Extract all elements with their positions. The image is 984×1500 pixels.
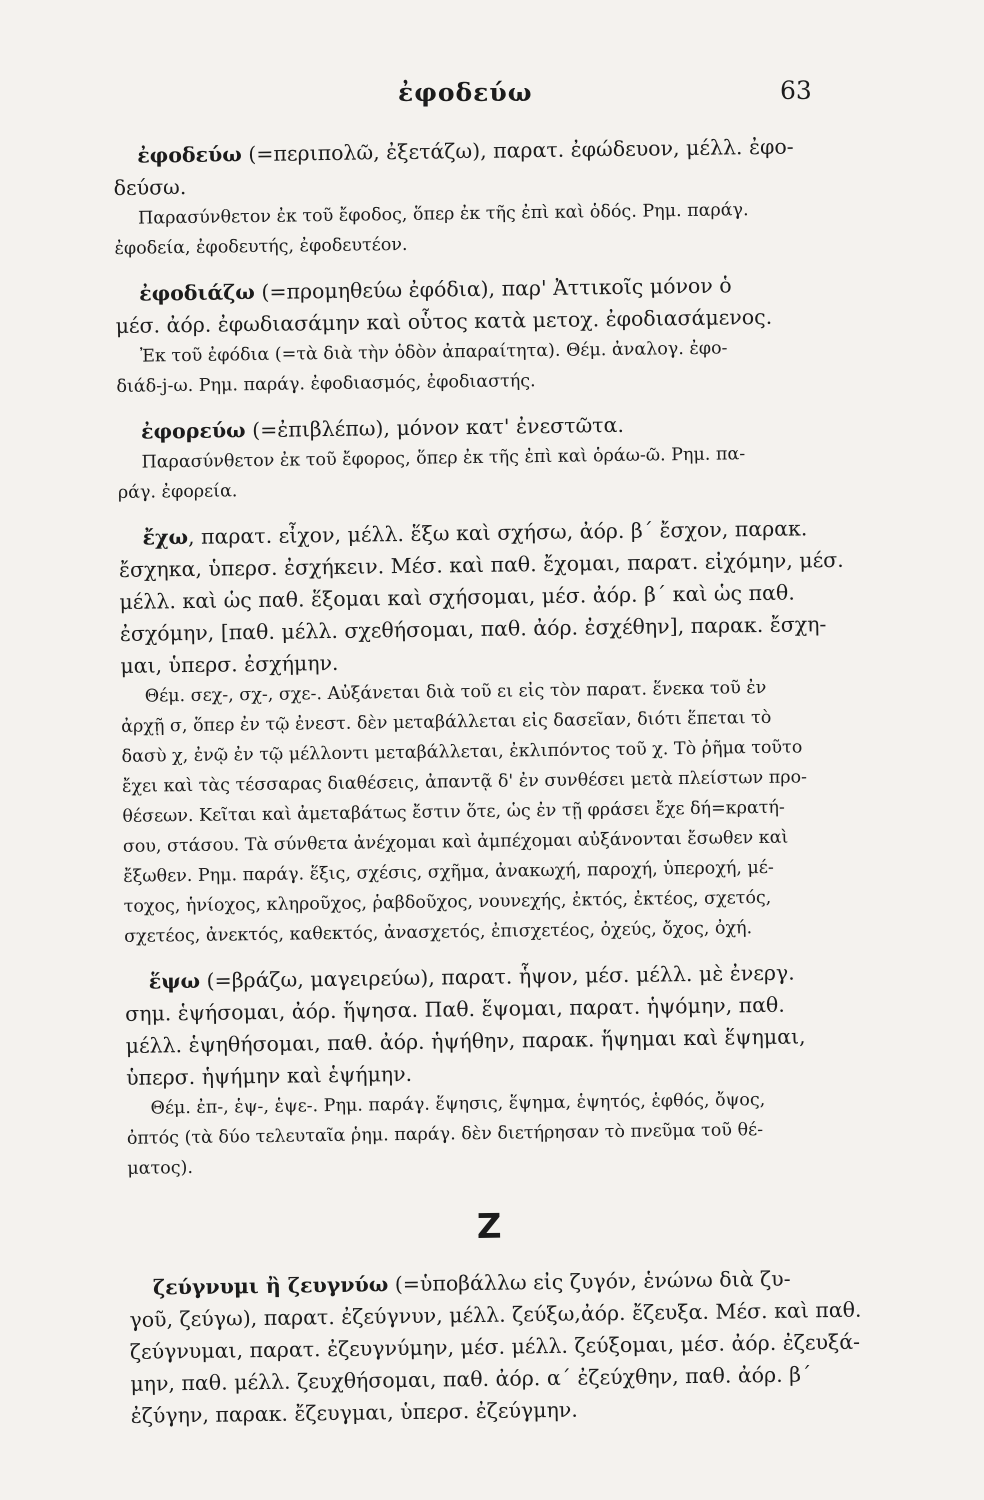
entry-definition: , παρατ. εἶχον, μέλλ. ἕξω καὶ σχήσω, ἀόρ. β΄ ἔσχον, παρακ.: [187, 516, 808, 549]
page-number: 63: [780, 76, 812, 105]
entry-line: ὑπερσ. ἡψήμην καὶ ἑψήμην.: [125, 1061, 413, 1090]
entry-line: ζεύγνυμαι, παρατ. ἐζευγνύμην, μέσ. μέλλ. ζεύξομαι, μέσ. ἀόρ. ἐζευξά-: [129, 1329, 861, 1364]
entry-line: μαι, ὑπερσ. ἐσχήμην.: [120, 650, 339, 678]
dictionary-entry: [129, 1262, 873, 1432]
etymology-note-line: Θέμ. σεχ-, σχ-, σχε-. Αὐξάνεται διὰ τοῦ ει εἰς τὸν παρατ. ἕνεκα τοῦ ἐν: [144, 677, 767, 707]
headword: ἔχω: [142, 524, 189, 550]
etymology-note-line: ματος).: [127, 1157, 194, 1179]
etymology-note-line: ἀρχῇ σ, ὅπερ ἐν τῷ ἐνεστ. δὲν μεταβάλλεται εἰς δασεῖαν, διότι ἕπεται τὸ: [121, 707, 772, 737]
dictionary-entry: [117, 406, 860, 508]
entry-line: ἐσχόμην, [παθ. μέλλ. σχεθήσομαι, παθ. ἀόρ. ἐσχέθην], παρακ. ἔσχη-: [119, 612, 827, 646]
entry-definition: (=ὑποβάλλω εἰς ζυγόν, ἑνώνω διὰ ζυ-: [388, 1266, 791, 1297]
entry-definition: (=περιπολῶ, ἐξετάζω), παρατ. ἐφώδευον, μέλλ. ἐφο-: [241, 134, 794, 167]
entry-line: ἐζύγην, παρακ. ἔζευγμαι, ὑπερσ. ἐζεύγμην.: [130, 1397, 578, 1428]
dictionary-entry: [113, 130, 857, 264]
etymology-note-line: διάδ-j-ω. Ρημ. παράγ. ἐφοδιασμός, ἐφοδιαστής.: [116, 371, 536, 397]
headword: ἐφορεύω: [140, 418, 246, 444]
etymology-note-line: Θέμ. ἐπ-, ἑψ-, ἑψε-. Ρημ. παράγ. ἕψησις, ἕψημα, ἑψητός, ἑφθός, ὄψος,: [150, 1089, 766, 1119]
z-entry-list: [129, 1262, 873, 1432]
etymology-note-line: Ἐκ τοῦ ἐφόδια (=τὰ διὰ τὴν ὁδὸν ἀπαραίτητα). Θέμ. ἀναλογ. ἐφο-: [139, 338, 728, 367]
etymology-note-line: ράγ. ἐφορεία.: [117, 481, 238, 503]
running-head: ἐφοδεύω: [398, 78, 533, 107]
page-header: [0, 78, 984, 118]
dictionary-entry: [125, 956, 870, 1184]
etymology-note-line: Παρασύνθετον ἐκ τοῦ ἔφορος, ὅπερ ἐκ τῆς ἐπὶ καὶ ὁράω-ῶ. Ρημ. πα-: [141, 444, 746, 473]
etymology-note-line: ἔξωθεν. Ρημ. παράγ. ἕξις, σχέσις, σχῆμα, ἀνακωχή, παροχή, ὑπεροχή, μέ-: [123, 857, 774, 887]
dictionary-entry: [118, 512, 866, 952]
page-body: [113, 130, 873, 1446]
entry-definition: (=προμηθεύω ἐφόδια), παρ' Ἀττικοῖς μόνον ὁ: [254, 273, 732, 305]
entry-line: μέλλ. ἑψηθήσομαι, παθ. ἀόρ. ἡψήθην, παρακ. ἥψημαι καὶ ἕψημαι,: [125, 1024, 806, 1058]
etymology-note-line: σου, στάσου. Τὰ σύνθετα ἀνέχομαι καὶ ἀμπέχομαι αὐξάνονται ἔσωθεν καὶ: [122, 827, 789, 857]
entry-line: μέσ. ἀόρ. ἐφωδιασάμην καὶ οὗτος κατὰ μετοχ. ἐφοδιασάμενος.: [115, 304, 773, 338]
entry-line: μην, παθ. μέλλ. ζευχθήσομαι, παθ. ἀόρ. α΄ ἐζεύχθην, παθ. ἀόρ. β΄: [130, 1362, 812, 1396]
entry-line: μέλλ. καὶ ὡς παθ. ἕξομαι καὶ σχήσομαι, μέσ. ἀόρ. β΄ καὶ ὡς παθ.: [119, 580, 795, 614]
etymology-note-line: ἔχει καὶ τὰς τέσσαρας διαθέσεις, ἀπαντᾷ δ' ἐν συνθέσει μετὰ πλείστων προ-: [121, 767, 808, 797]
entry-definition: (=βράζω, μαγειρεύω), παρατ. ἧψον, μέσ. μέλλ. μὲ ἐνεργ.: [199, 960, 795, 993]
entry-line: ἔσχηκα, ὑπερσ. ἐσχήκειν. Μέσ. καὶ παθ. ἔχομαι, παρατ. εἰχόμην, μέσ.: [118, 547, 844, 582]
headword: ζεύγνυμι ἢ ζευγνύω: [152, 1272, 389, 1300]
etymology-note-line: ἐφοδεία, ἐφοδευτής, ἐφοδευτέον.: [114, 234, 408, 259]
etymology-note-line: σχετέος, ἀνεκτός, καθεκτός, ἀνασχετός, ἐπισχετέος, ὀχεύς, ὄχος, ὀχή.: [123, 918, 753, 947]
etymology-note-line: θέσεων. Κεῖται καὶ ἀμεταβάτως ἔστιν ὅτε, ὡς ἐν τῇ φράσει ἔχε δή=κρατή-: [122, 797, 785, 827]
section-letter: Z: [476, 1206, 502, 1248]
entry-line: γοῦ, ζεύγω), παρατ. ἐζεύγνυν, μέλλ. ζεύξω,ἀόρ. ἔζευξα. Μέσ. καὶ παθ.: [129, 1297, 862, 1332]
dictionary-entry: [115, 268, 859, 402]
etymology-note-line: ὀπτός (τὰ δύο τελευταῖα ῥημ. παράγ. δὲν διετήρησαν τὸ πνεῦμα τοῦ θέ-: [126, 1120, 764, 1149]
headword: ἕψω: [148, 968, 201, 994]
entry-list: [113, 130, 870, 1184]
headword: ἐφοδεύω: [137, 142, 242, 168]
etymology-note-line: τοχος, ἡνίοχος, κληροῦχος, ῥαβδοῦχος, νουνεχής, ἐκτός, ἐκτέος, σχετός,: [123, 887, 772, 917]
etymology-note-line: δασὺ χ, ἐνῷ ἐν τῷ μέλλοντι μεταβάλλεται, ἐκλιπόντος τοῦ χ. Τὸ ῥῆμα τοῦτο: [121, 737, 803, 767]
headword: ἐφοδιάζω: [138, 280, 256, 306]
entry-line: δεύσω.: [113, 174, 187, 200]
etymology-note-line: Παρασύνθετον ἐκ τοῦ ἔφοδος, ὅπερ ἐκ τῆς ἐπὶ καὶ ὁδός. Ρημ. παράγ.: [137, 200, 749, 229]
entry-definition: (=ἐπιβλέπω), μόνον κατ' ἐνεστῶτα.: [245, 412, 625, 443]
entry-line: σημ. ἑψήσομαι, ἀόρ. ἥψησα. Παθ. ἕψομαι, παρατ. ἡψόμην, παθ.: [125, 992, 785, 1026]
